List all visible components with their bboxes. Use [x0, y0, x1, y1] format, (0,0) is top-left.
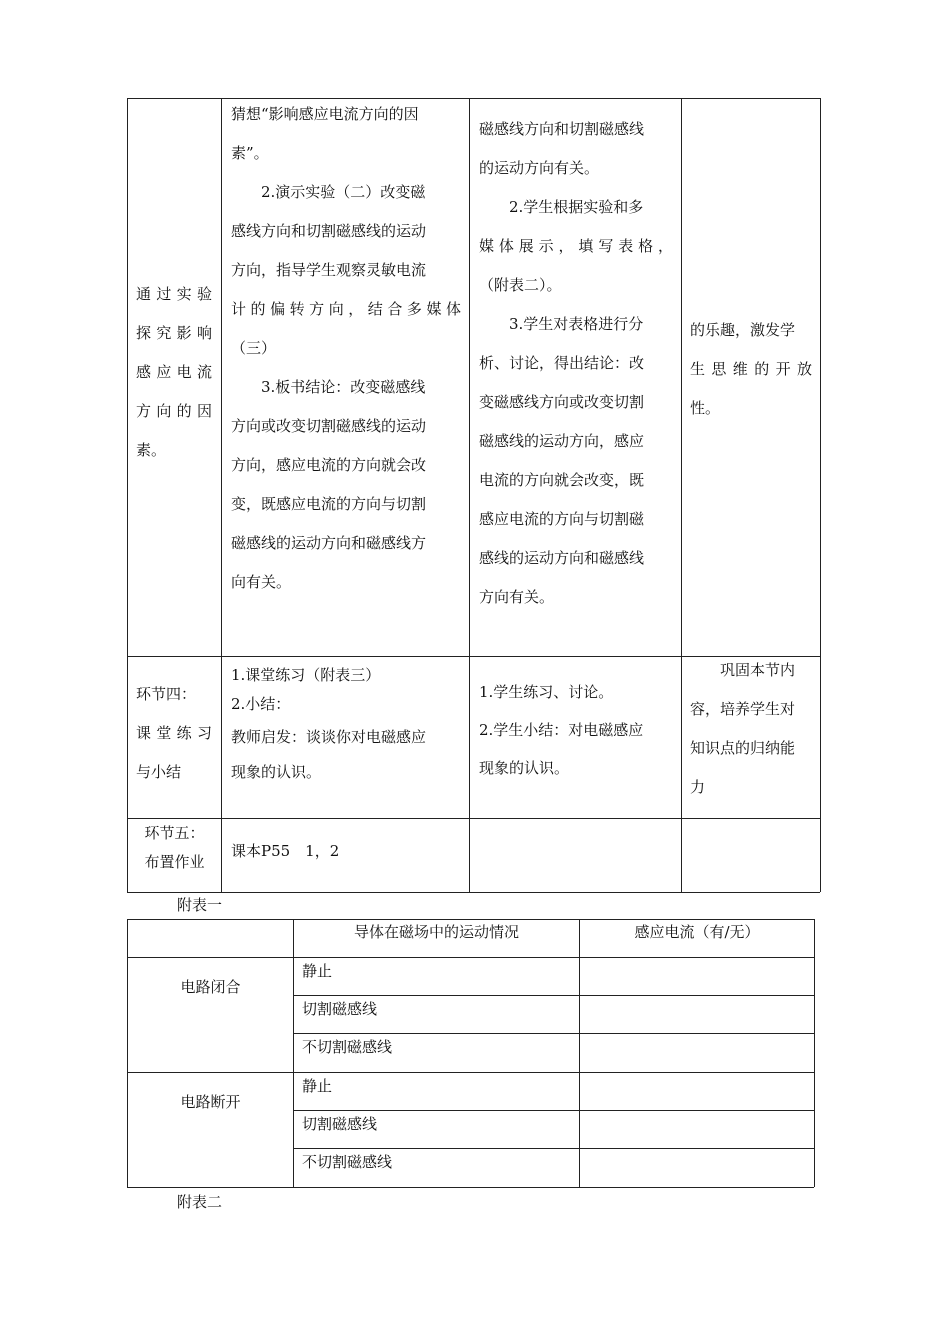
row1-stage-cell	[136, 275, 212, 470]
cell-line: 巩固本节内	[690, 661, 796, 679]
cell-line: 素。	[136, 441, 167, 459]
cell-line: 方向，感应电流的方向就会改	[231, 456, 427, 474]
cell-line: 与小结	[136, 763, 182, 781]
table-row: 不切割磁感线	[302, 1038, 393, 1056]
cell-line: 2.演示实验（二）改变磁	[231, 183, 426, 201]
cell-line: 方向或改变切割磁感线的运动	[231, 417, 427, 435]
cell-line: 的乐趣，激发学	[690, 321, 796, 339]
group-closed-circuit: 电路闭合	[180, 978, 241, 996]
table-border-right	[820, 98, 821, 892]
cell-line: 感线方向和切割磁感线的运动	[231, 222, 427, 240]
cell-line: 环节四：	[136, 685, 197, 703]
cell-line: 磁感线方向和切割磁感线	[479, 120, 645, 138]
cell-line: 素”。	[231, 144, 269, 162]
cell-line: 的运动方向有关。	[479, 159, 600, 177]
table-col-divider	[293, 919, 294, 1187]
cell-line: 生思维的开放	[690, 360, 812, 378]
cell-line: （附表二）。	[479, 276, 562, 294]
table-col-divider	[579, 919, 580, 1187]
cell-line: 2.学生根据实验和多	[479, 198, 644, 216]
cell-line: 变磁感线方向或改变切割	[479, 393, 645, 411]
cell-line: 环节五：	[144, 824, 205, 842]
table-border-right	[814, 919, 815, 1187]
cell-line: 计的偏转方向，结合多媒体	[231, 300, 461, 318]
cell-line: 布置作业	[144, 853, 205, 871]
row3-stage-cell	[128, 822, 221, 880]
table-col-divider	[469, 98, 470, 892]
table-row-divider	[293, 1033, 814, 1034]
table-row: 切割磁感线	[302, 1115, 378, 1133]
row1-intent-cell	[690, 311, 812, 428]
cell-line: 析、讨论，得出结论：改	[479, 354, 645, 372]
table-row: 静止	[302, 962, 333, 980]
cell-line: 性。	[690, 399, 721, 417]
cell-line: 磁感线的运动方向和磁感线方	[231, 534, 427, 552]
table-border-left	[127, 98, 128, 892]
cell-line: 1.学生练习、讨论。	[479, 683, 614, 701]
cell-line: 力	[690, 778, 706, 796]
header-current: 感应电流（有/无）	[634, 923, 760, 941]
table-row: 切割磁感线	[302, 1000, 378, 1018]
table-row-divider	[127, 1072, 814, 1073]
homework-text: 课本P55 1，2	[231, 842, 340, 860]
cell-line: 方向，指导学生观察灵敏电流	[231, 261, 427, 279]
header-motion: 导体在磁场中的运动情况	[353, 923, 519, 941]
table-border-left	[127, 919, 128, 1187]
table-row: 静止	[302, 1077, 333, 1095]
cell-line: 1.课堂练习（附表三）	[231, 666, 381, 684]
row2-stage-cell	[136, 675, 212, 792]
table-col-divider	[681, 98, 682, 892]
cell-line: 感应电流的方向与切割磁	[479, 510, 645, 528]
cell-line: 感线的运动方向和磁感线	[479, 549, 645, 567]
row2-student-cell	[479, 673, 673, 787]
cell-line: 容，培养学生对	[690, 700, 796, 718]
table-col-divider	[221, 98, 222, 892]
table-row-divider	[127, 957, 814, 958]
row2-teacher-cell	[231, 664, 461, 792]
appendix1-label: 附表一	[177, 896, 223, 914]
row1-teacher-cell	[231, 95, 461, 602]
cell-line: 变，既感应电流的方向与切割	[231, 495, 427, 513]
cell-line: 向有关。	[231, 573, 292, 591]
cell-line: 电流的方向就会改变，既	[479, 471, 645, 489]
appendix2-label: 附表二	[177, 1193, 223, 1211]
row1-student-cell	[479, 110, 673, 617]
cell-line: 感应电流	[136, 363, 212, 381]
cell-line: 现象的认识。	[479, 759, 570, 777]
cell-line: 教师启发：谈谈你对电磁感应	[231, 728, 427, 746]
group-open-circuit: 电路断开	[180, 1093, 241, 1111]
cell-line: 猜想“影响感应电流方向的因	[231, 105, 419, 123]
table-row-divider	[293, 995, 814, 996]
table-row-divider	[293, 1148, 814, 1149]
cell-line: 3.学生对表格进行分	[479, 315, 644, 333]
cell-line: 方向有关。	[479, 588, 555, 606]
cell-line: 2.小结：	[231, 695, 291, 713]
cell-line: 通过实验	[136, 285, 212, 303]
table-border-top	[127, 919, 814, 920]
table-border-bottom	[127, 1187, 814, 1188]
table-row: 不切割磁感线	[302, 1153, 393, 1171]
table-row-divider	[127, 818, 820, 819]
cell-line: 方向的因	[136, 402, 212, 420]
cell-line: 3.板书结论：改变磁感线	[231, 378, 426, 396]
cell-line: 2.学生小结：对电磁感应	[479, 721, 644, 739]
cell-line: 知识点的归纳能	[690, 739, 796, 757]
table-row-divider	[293, 1110, 814, 1111]
cell-line: 探究影响	[136, 324, 212, 342]
cell-line: 现象的认识。	[231, 763, 322, 781]
cell-line: 磁感线的运动方向，感应	[479, 432, 645, 450]
cell-line: （三）	[231, 339, 277, 357]
cell-line: 课堂练习	[136, 724, 212, 742]
row2-intent-cell	[690, 651, 814, 807]
table-border-bottom	[127, 892, 820, 893]
cell-line: 媒体展示，填写表格，	[479, 237, 673, 255]
